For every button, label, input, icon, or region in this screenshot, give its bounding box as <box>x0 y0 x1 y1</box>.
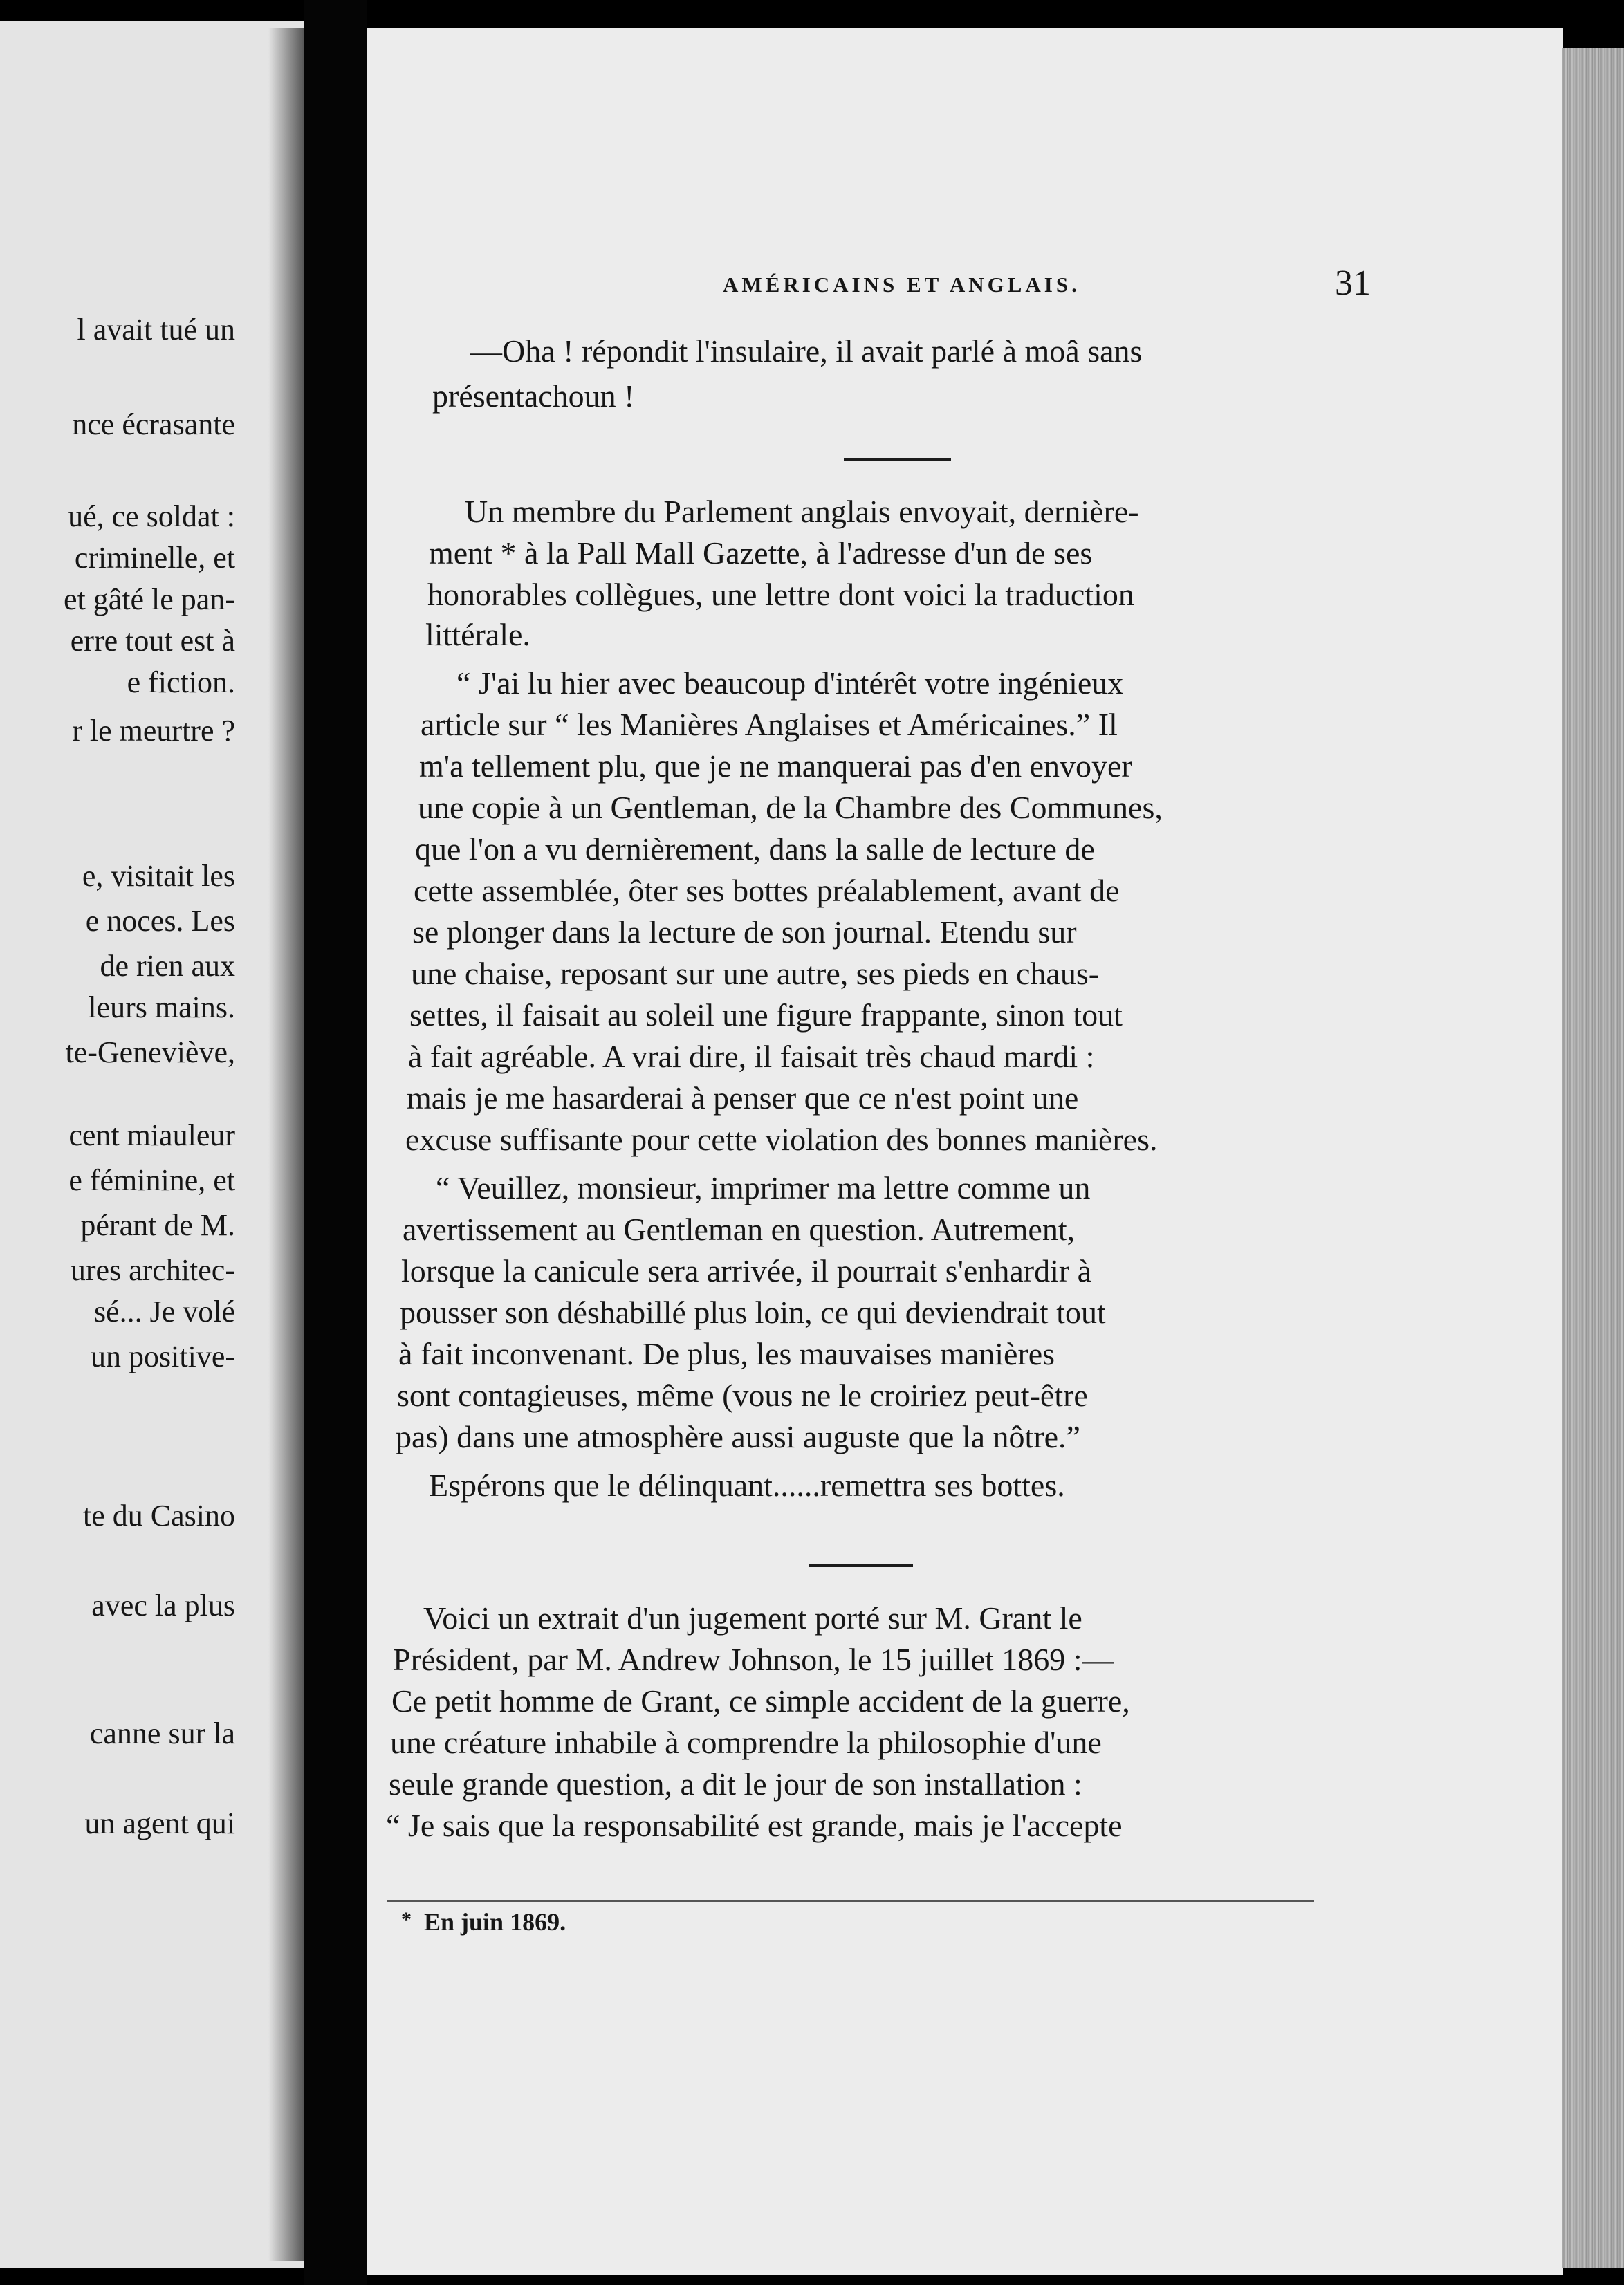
page-edges <box>1562 48 1624 2268</box>
text-line: settes, il faisait au soleil une figure frappante, sinon tout <box>409 997 1123 1033</box>
text-line: seule grande question, a dit le jour de son installation : <box>389 1766 1082 1802</box>
left-line: canne sur la <box>89 1717 235 1750</box>
left-line: e féminine, et <box>68 1163 235 1197</box>
text-line: pas) dans une atmosphère aussi auguste que la nôtre.” <box>396 1419 1080 1454</box>
text-line: littérale. <box>425 617 530 652</box>
left-line: criminelle, et <box>74 541 235 575</box>
left-line: erre tout est à <box>70 624 235 658</box>
text-line: ment * à la Pall Mall Gazette, à l'adresse d'un de ses <box>429 535 1093 571</box>
footnote <box>401 1907 566 1936</box>
text-line: cette assemblée, ôter ses bottes préalablement, avant de <box>414 873 1120 908</box>
left-line: ué, ce soldat : <box>68 499 235 533</box>
section-rule <box>809 1564 913 1567</box>
text-line: “ J'ai lu hier avec beaucoup d'intérêt votre ingénieux <box>456 665 1124 701</box>
running-head: AMÉRICAINS ET ANGLAIS. <box>723 272 1080 297</box>
text-line: une chaise, reposant sur une autre, ses pieds en chaus- <box>411 956 1100 991</box>
text-line: Président, par M. Andrew Johnson, le 15 juillet 1869 :— <box>393 1642 1114 1677</box>
left-line: e, visitait les <box>82 859 235 893</box>
left-line: un positive- <box>91 1340 235 1373</box>
left-line: et gâté le pan- <box>64 582 235 616</box>
text-line: une créature inhabile à comprendre la philosophie d'une <box>390 1725 1102 1760</box>
text-line: que l'on a vu dernièrement, dans la salle de lecture de <box>415 831 1095 867</box>
text-line: sont contagieuses, même (vous ne le croiriez peut-être <box>397 1378 1088 1413</box>
footnote-mark: * <box>401 1908 412 1931</box>
left-line: un agent qui <box>84 1806 235 1840</box>
left-line: leurs mains. <box>88 990 235 1024</box>
left-line: cent miauleur <box>68 1118 235 1152</box>
left-line: sé... Je volé <box>93 1295 235 1329</box>
page-number: 31 <box>1335 263 1371 303</box>
left-line: te-Geneviève, <box>65 1035 235 1069</box>
text-line: —Oha ! répondit l'insulaire, il avait parlé à moâ sans <box>470 333 1143 369</box>
text-line: pousser son déshabillé plus loin, ce qui deviendrait tout <box>400 1295 1106 1330</box>
text-line: “ Je sais que la responsabilité est grande, mais je l'accepte <box>386 1808 1123 1843</box>
text-line: à fait agréable. A vrai dire, il faisait très chaud mardi : <box>408 1039 1095 1074</box>
left-line: avec la plus <box>91 1589 235 1622</box>
left-line: ures architec- <box>70 1253 235 1287</box>
left-line: l avait tué un <box>77 313 235 346</box>
gutter-shadow <box>268 28 304 2261</box>
text-line: mais je me hasarderai à penser que ce n'est point une <box>407 1080 1079 1116</box>
left-line: e noces. Les <box>85 904 235 938</box>
text-line: Un membre du Parlement anglais envoyait, dernière- <box>465 494 1139 529</box>
footnote-text: En juin 1869. <box>424 1908 566 1936</box>
text-line: une copie à un Gentleman, de la Chambre des Communes, <box>418 790 1163 825</box>
text-line: à fait inconvenant. De plus, les mauvaises manières <box>398 1336 1055 1371</box>
left-line: r le meurtre ? <box>72 714 235 748</box>
text-line: “ Veuillez, monsieur, imprimer ma lettre comme un <box>436 1170 1091 1205</box>
text-line: excuse suffisante pour cette violation des bonnes manières. <box>405 1122 1158 1157</box>
text-line: article sur “ les Manières Anglaises et Américaines.” Il <box>421 707 1118 742</box>
text-line: honorables collègues, une lettre dont voici la traduction <box>427 577 1134 612</box>
text-line: se plonger dans la lecture de son journal. Etendu sur <box>412 914 1077 950</box>
left-line: pérant de M. <box>80 1208 235 1242</box>
section-rule <box>844 458 951 461</box>
text-line: avertissement au Gentleman en question. Autrement, <box>403 1212 1076 1247</box>
left-line: nce écrasante <box>72 407 235 441</box>
text-line: Espérons que le délinquant......remettra ses bottes. <box>429 1468 1065 1503</box>
text-line: Voici un extrait d'un jugement porté sur M. Grant le <box>423 1600 1082 1636</box>
text-line: Ce petit homme de Grant, ce simple accident de la guerre, <box>391 1683 1130 1719</box>
text-line: m'a tellement plu, que je ne manquerai pas d'en envoyer <box>419 748 1132 784</box>
left-line: e fiction. <box>127 665 235 699</box>
text-line: présentachoun ! <box>432 378 635 414</box>
left-line: te du Casino <box>83 1499 235 1533</box>
footnote-rule <box>387 1900 1314 1902</box>
left-line: de rien aux <box>100 949 235 983</box>
text-line: lorsque la canicule sera arrivée, il pourrait s'enhardir à <box>401 1253 1092 1288</box>
book-gutter <box>304 0 367 2285</box>
